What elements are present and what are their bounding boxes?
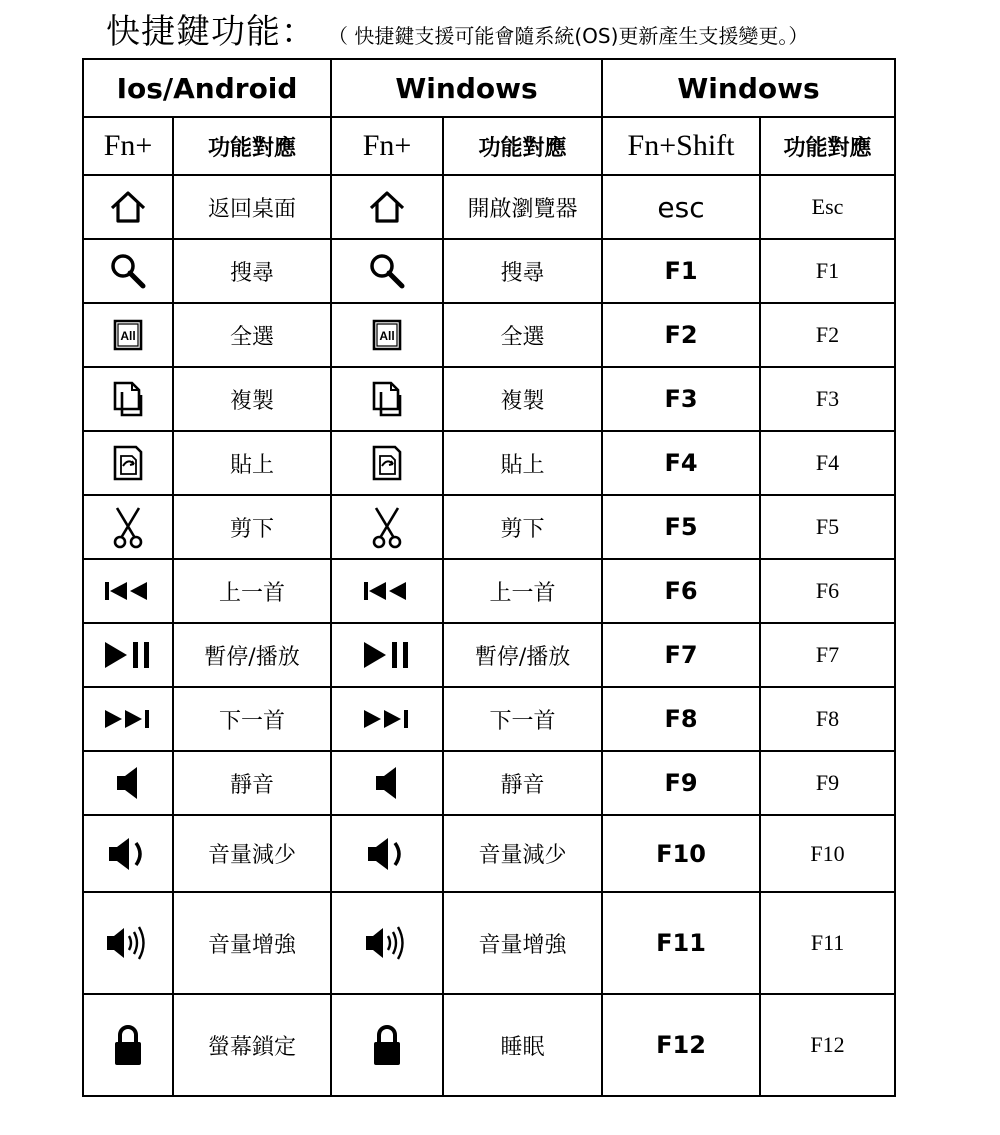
volume-up-icon bbox=[105, 923, 151, 963]
table-row bbox=[83, 303, 895, 367]
shortcut-table bbox=[82, 58, 896, 1097]
select-all-icon bbox=[371, 318, 403, 352]
windows-function-cell: 全選 bbox=[443, 303, 602, 367]
header-func-shift: 功能對應 bbox=[760, 117, 895, 175]
fn-shift-key-cell: F6 bbox=[602, 559, 760, 623]
ios-key-icon-cell bbox=[83, 815, 173, 892]
ios-key-icon-cell bbox=[83, 687, 173, 751]
windows-key-icon-cell bbox=[331, 431, 443, 495]
volume-down-icon bbox=[106, 836, 150, 872]
windows-key-icon-cell bbox=[331, 994, 443, 1096]
table-row bbox=[83, 367, 895, 431]
table-row bbox=[83, 175, 895, 239]
table-row bbox=[83, 687, 895, 751]
fn-shift-function-cell: F11 bbox=[760, 892, 895, 994]
fn-shift-key-cell: F2 bbox=[602, 303, 760, 367]
table-row bbox=[83, 892, 895, 994]
windows-function-cell: 音量增強 bbox=[443, 892, 602, 994]
fn-shift-function-cell: F5 bbox=[760, 495, 895, 559]
windows-key-icon-cell bbox=[331, 623, 443, 687]
fn-shift-key-cell: F5 bbox=[602, 495, 760, 559]
windows-function-cell: 音量減少 bbox=[443, 815, 602, 892]
header-fn-ios: Fn+ bbox=[83, 117, 173, 175]
ios-function-cell: 下一首 bbox=[173, 687, 331, 751]
header-fn-shift: Fn+Shift bbox=[602, 117, 760, 175]
section-ios-android: Ios/Android bbox=[83, 59, 331, 117]
lock-icon bbox=[371, 1023, 403, 1067]
ios-function-cell: 上一首 bbox=[173, 559, 331, 623]
ios-function-cell: 螢幕鎖定 bbox=[173, 994, 331, 1096]
title-note: （ 快捷鍵支援可能會隨系統(OS)更新產生支援變更。） bbox=[328, 24, 809, 48]
page-title: 快捷鍵功能： bbox=[106, 12, 316, 52]
play-pause-icon bbox=[103, 640, 153, 670]
home-icon bbox=[108, 190, 148, 224]
icon-label: All bbox=[379, 329, 395, 343]
fn-shift-key-cell: esc bbox=[602, 175, 760, 239]
home-icon bbox=[367, 190, 407, 224]
fn-shift-function-cell: F1 bbox=[760, 239, 895, 303]
fn-shift-function-cell: F2 bbox=[760, 303, 895, 367]
fn-shift-key-cell: F11 bbox=[602, 892, 760, 994]
windows-function-cell: 複製 bbox=[443, 367, 602, 431]
windows-key-icon-cell bbox=[331, 559, 443, 623]
header-fn-windows: Fn+ bbox=[331, 117, 443, 175]
table-row bbox=[83, 559, 895, 623]
windows-function-cell: 剪下 bbox=[443, 495, 602, 559]
ios-key-icon-cell bbox=[83, 495, 173, 559]
lock-icon bbox=[112, 1023, 144, 1067]
table-row bbox=[83, 623, 895, 687]
select-all-icon bbox=[112, 318, 144, 352]
fn-shift-function-cell: F9 bbox=[760, 751, 895, 815]
ios-key-icon-cell bbox=[83, 994, 173, 1096]
fn-shift-key-cell: F4 bbox=[602, 431, 760, 495]
fn-shift-key-cell: F8 bbox=[602, 687, 760, 751]
table-row bbox=[83, 815, 895, 892]
fn-shift-function-cell: F4 bbox=[760, 431, 895, 495]
page-title-row bbox=[106, 4, 808, 52]
icon-label: All bbox=[120, 329, 136, 343]
mute-icon bbox=[373, 765, 401, 801]
windows-function-cell: 搜尋 bbox=[443, 239, 602, 303]
ios-key-icon-cell bbox=[83, 175, 173, 239]
fn-shift-key-cell: F3 bbox=[602, 367, 760, 431]
paste-icon bbox=[112, 444, 144, 482]
search-icon bbox=[108, 251, 148, 291]
scissors-icon bbox=[371, 505, 403, 549]
table-row bbox=[83, 751, 895, 815]
play-pause-icon bbox=[362, 640, 412, 670]
fn-shift-key-cell: F1 bbox=[602, 239, 760, 303]
windows-key-icon-cell bbox=[331, 815, 443, 892]
table-row bbox=[83, 239, 895, 303]
fn-shift-function-cell: F10 bbox=[760, 815, 895, 892]
ios-key-icon-cell bbox=[83, 303, 173, 367]
fn-shift-key-cell: F7 bbox=[602, 623, 760, 687]
fn-shift-key-cell: F12 bbox=[602, 994, 760, 1096]
fn-shift-function-cell: F7 bbox=[760, 623, 895, 687]
ios-function-cell: 返回桌面 bbox=[173, 175, 331, 239]
previous-track-icon bbox=[103, 580, 153, 602]
windows-key-icon-cell bbox=[331, 687, 443, 751]
table-row bbox=[83, 994, 895, 1096]
windows-function-cell: 上一首 bbox=[443, 559, 602, 623]
fn-shift-function-cell: F6 bbox=[760, 559, 895, 623]
next-track-icon bbox=[103, 708, 153, 730]
ios-key-icon-cell bbox=[83, 239, 173, 303]
ios-key-icon-cell bbox=[83, 559, 173, 623]
table-row bbox=[83, 495, 895, 559]
mute-icon bbox=[114, 765, 142, 801]
ios-key-icon-cell bbox=[83, 367, 173, 431]
volume-up-icon bbox=[364, 923, 410, 963]
windows-key-icon-cell bbox=[331, 892, 443, 994]
ios-function-cell: 音量減少 bbox=[173, 815, 331, 892]
windows-function-cell: 開啟瀏覽器 bbox=[443, 175, 602, 239]
section-windows-fn-shift: Windows bbox=[602, 59, 895, 117]
header-func-ios: 功能對應 bbox=[173, 117, 331, 175]
windows-function-cell: 貼上 bbox=[443, 431, 602, 495]
fn-shift-function-cell: F3 bbox=[760, 367, 895, 431]
windows-key-icon-cell bbox=[331, 175, 443, 239]
copy-icon bbox=[112, 380, 144, 418]
windows-function-cell: 下一首 bbox=[443, 687, 602, 751]
volume-down-icon bbox=[365, 836, 409, 872]
ios-function-cell: 靜音 bbox=[173, 751, 331, 815]
windows-key-icon-cell bbox=[331, 751, 443, 815]
next-track-icon bbox=[362, 708, 412, 730]
fn-shift-function-cell: Esc bbox=[760, 175, 895, 239]
ios-function-cell: 音量增強 bbox=[173, 892, 331, 994]
section-windows-fn: Windows bbox=[331, 59, 602, 117]
windows-key-icon-cell bbox=[331, 303, 443, 367]
ios-key-icon-cell bbox=[83, 623, 173, 687]
fn-shift-key-cell: F9 bbox=[602, 751, 760, 815]
ios-key-icon-cell bbox=[83, 751, 173, 815]
fn-shift-function-cell: F12 bbox=[760, 994, 895, 1096]
previous-track-icon bbox=[362, 580, 412, 602]
ios-key-icon-cell bbox=[83, 892, 173, 994]
ios-function-cell: 暫停/播放 bbox=[173, 623, 331, 687]
ios-key-icon-cell bbox=[83, 431, 173, 495]
windows-key-icon-cell bbox=[331, 239, 443, 303]
paste-icon bbox=[371, 444, 403, 482]
copy-icon bbox=[371, 380, 403, 418]
fn-shift-function-cell: F8 bbox=[760, 687, 895, 751]
windows-key-icon-cell bbox=[331, 367, 443, 431]
ios-function-cell: 搜尋 bbox=[173, 239, 331, 303]
windows-function-cell: 睡眠 bbox=[443, 994, 602, 1096]
ios-function-cell: 剪下 bbox=[173, 495, 331, 559]
fn-shift-key-cell: F10 bbox=[602, 815, 760, 892]
search-icon bbox=[367, 251, 407, 291]
ios-function-cell: 貼上 bbox=[173, 431, 331, 495]
header-func-windows: 功能對應 bbox=[443, 117, 602, 175]
scissors-icon bbox=[112, 505, 144, 549]
table-row bbox=[83, 431, 895, 495]
windows-function-cell: 靜音 bbox=[443, 751, 602, 815]
ios-function-cell: 全選 bbox=[173, 303, 331, 367]
windows-key-icon-cell bbox=[331, 495, 443, 559]
ios-function-cell: 複製 bbox=[173, 367, 331, 431]
windows-function-cell: 暫停/播放 bbox=[443, 623, 602, 687]
